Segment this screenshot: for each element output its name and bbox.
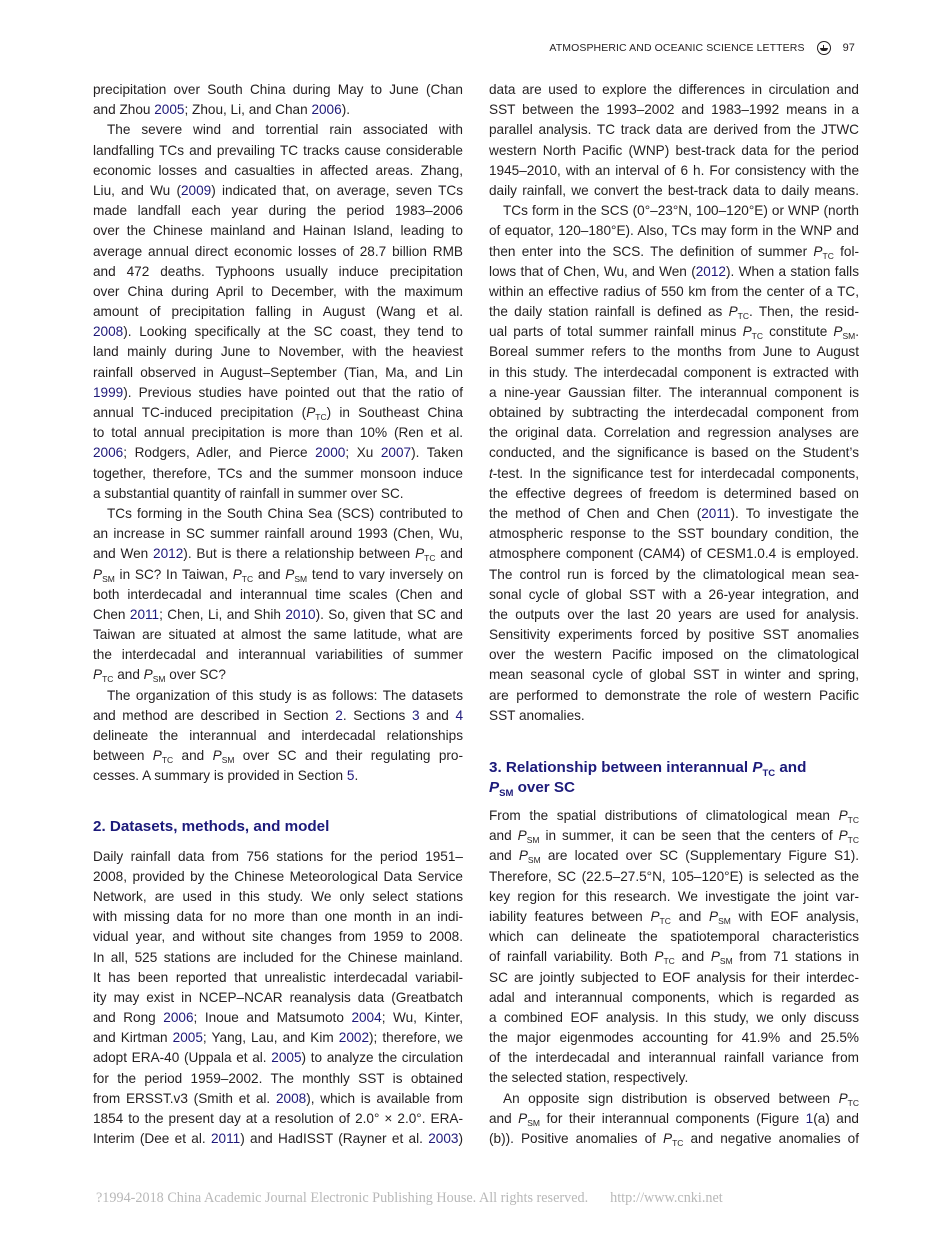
text: and method are described in Section	[93, 707, 336, 723]
text-line: 1945–2010, with an interval of 6 h. For consistency with the	[489, 162, 859, 178]
text: ) in Southeast China	[326, 405, 463, 420]
text: ). When a station falls	[726, 263, 859, 279]
text-line: land mainly during June to November, with the heaviest	[93, 344, 463, 360]
heading-line: 3. Relationship between interannual $P_{TC}$ and	[489, 759, 807, 779]
text: ). Previous studies have pointed out that the ratio of	[123, 384, 463, 400]
citation-link[interactable]: 2005	[271, 1050, 302, 1066]
text: and Kirtman	[93, 1030, 173, 1046]
citation-link[interactable]: 2011	[210, 1131, 241, 1147]
text: ). So, given that SC and	[315, 606, 463, 622]
text: in SC? In Taiwan,	[114, 566, 233, 582]
text: ). Taken	[411, 445, 463, 461]
text: for their interannual components (Figure	[540, 1110, 806, 1126]
text-line	[93, 403, 463, 423]
citation-link[interactable]: 2005	[154, 102, 185, 118]
text-line: It has been reported that unrealistic interdecadal variabil-	[93, 969, 463, 985]
text-line: parallel analysis. TC track data are derived from the JTWC	[489, 122, 859, 138]
section-link[interactable]: 4	[455, 707, 464, 723]
text: . Sections	[342, 707, 412, 723]
text-line: both interdecadal and interannual time scales (Chen and	[93, 586, 463, 602]
text-line	[93, 605, 463, 625]
text: and Zhou	[93, 102, 155, 118]
math-symbol: $P_{TC}$	[742, 324, 763, 342]
text: and	[113, 667, 144, 683]
text: .	[855, 324, 859, 340]
text-line: and 472 deaths. Typhoons usually induce precipitation	[93, 263, 463, 279]
text: ; Chen, Li, and Shih	[159, 606, 286, 622]
text-line	[93, 1048, 463, 1068]
running-header	[549, 40, 855, 56]
math-symbol: $P_{SM}$	[709, 908, 731, 926]
text: ). Looking specifically at the SC coast, they tend to	[123, 324, 463, 340]
math-symbol: $P_{TC}$	[93, 667, 114, 685]
citation-link[interactable]: 2006	[311, 102, 342, 118]
text-line: adal and interannual components, which is regarded as	[489, 989, 859, 1005]
text-line	[489, 907, 859, 927]
text-line: In all, 525 stations are included for the Chinese mainland.	[93, 949, 463, 965]
text: ).	[341, 102, 350, 118]
citation-link[interactable]: 2011	[129, 606, 160, 622]
text-line	[93, 544, 463, 564]
citation-link[interactable]: 2002	[338, 1030, 370, 1046]
section-link[interactable]: 2	[335, 707, 343, 723]
text-line	[489, 242, 859, 262]
text-line	[93, 665, 463, 685]
math-symbol: $P_{TC}$	[838, 828, 859, 846]
text: and	[173, 748, 213, 764]
text-line: Sensitivity experiments forced by positive SST anomalies	[489, 627, 859, 643]
text-line: of equator, 120–180°E). Also, TCs may form in the WNP and	[489, 223, 859, 239]
text: ) to analyze the circulation	[301, 1050, 463, 1066]
text-line: a substantial quantity of rainfall in summer over SC.	[93, 485, 404, 501]
text-line: SST anomalies.	[489, 707, 585, 723]
math-symbol: $P_{TC}$	[306, 405, 327, 422]
text: t	[489, 465, 493, 481]
text-line: over China during April to December, with the maximum	[93, 283, 463, 299]
text-line: Network, are used in this study. We only select stations	[93, 888, 463, 904]
text-line: conducted, and the significance is based on the Student’s	[489, 445, 859, 461]
text: of rainfall variability. Both	[489, 949, 655, 965]
text-line: are performed to demonstrate the role of western Pacific	[489, 687, 859, 703]
math-symbol: $P_{TC}$	[838, 1090, 859, 1108]
text-line	[93, 383, 463, 403]
text: ; Zhou, Li, and Chan	[184, 102, 312, 118]
text-line: with missing data for no more than one month in an indi-	[93, 909, 463, 925]
text-line: within an effective radius of 550 km from the center of a TC,	[489, 283, 859, 299]
text: and	[253, 566, 286, 582]
text: Interim (Dee et al.	[93, 1131, 211, 1147]
text: and	[489, 1110, 519, 1126]
citation-link[interactable]: 2012	[695, 263, 726, 279]
spacer	[489, 726, 859, 758]
text-line: which can delineate the spatiotemporal characteristics	[489, 929, 859, 945]
citation-link[interactable]: 2011	[701, 505, 731, 521]
math-symbol: $P_{TC}$	[728, 304, 750, 322]
citation-link[interactable]: 2008	[93, 324, 124, 340]
citation-link[interactable]: 2010	[285, 606, 316, 622]
text-line: the original data. Correlation and regression analyses are	[489, 425, 859, 441]
text-line: in this study. The interdecadal component is extracted with	[489, 364, 859, 380]
section-link[interactable]: 3	[411, 707, 420, 723]
citation-link[interactable]: 2006	[163, 1010, 194, 1026]
text: ; Wu, Kinter,	[381, 1010, 464, 1026]
section-heading	[489, 758, 859, 798]
math-symbol: $P_{TC}$	[650, 908, 671, 926]
text-line	[93, 322, 463, 342]
text-line	[93, 1129, 463, 1149]
text-line	[489, 846, 859, 866]
text-line: together, therefore, TCs and the summer monsoon induce	[93, 465, 463, 481]
math-symbol: $P_{SM}$	[212, 748, 235, 766]
text: From the spatial distributions of climatological mean	[489, 808, 839, 823]
text: and	[489, 848, 519, 864]
text-line: atmosphere component (CAM4) of CESM1.0.4 is employed.	[489, 546, 859, 562]
text-line: a combined EOF analysis. In this study, we only discuss	[489, 1009, 859, 1025]
text: Chen	[93, 606, 130, 622]
text: iability features between	[489, 908, 651, 924]
text-line: atmospheric response to the SST boundary condition, the	[489, 526, 859, 542]
text-line: precipitation over South China during May to June (Chan	[93, 82, 463, 97]
text-line: key region for this research. We investigate the joint var-	[489, 888, 859, 904]
text: are located over SC (Supplementary Figure S1).	[540, 848, 859, 864]
text: and negative anomalies of	[683, 1131, 860, 1146]
text: and	[674, 949, 711, 965]
math-symbol: $P_{TC}$	[415, 546, 436, 564]
text-line: rainfall observed in August–September (Tian, Ma, and Lin	[93, 364, 463, 380]
spacer	[93, 787, 463, 817]
text-line: Therefore, SC (22.5–27.5°N, 105–120°E) is selected as the	[489, 868, 859, 884]
text: from ERSST.v3 (Smith et al.	[93, 1090, 276, 1106]
text: ); therefore, we	[369, 1030, 464, 1046]
text: ; Rodgers, Adler, and Pierce	[123, 445, 316, 461]
text: annual TC-induced precipitation (	[93, 405, 307, 420]
text-line: SC are jointly subjected to EOF analysis for their interdec-	[489, 969, 859, 985]
math-symbol: $P_{TC}$	[654, 949, 675, 967]
text-line	[93, 1089, 463, 1109]
text-line	[489, 1129, 859, 1149]
heading-line: $P_{SM}$ over SC	[489, 779, 576, 799]
text: the method of Chen and Chen (	[489, 505, 702, 521]
text-line: western North Pacific (WNP) best-track data for the period	[489, 142, 859, 158]
text-line: TCs form in the SCS (0°–23°N, 100–120°E) or WNP (north	[503, 203, 859, 219]
text-line	[93, 443, 463, 463]
math-symbol: $P_{TC}$	[663, 1131, 684, 1148]
text-line: the selected station, respectively.	[489, 1070, 689, 1086]
citation-link[interactable]: 2004	[351, 1010, 382, 1026]
text-line	[489, 947, 859, 967]
footer-watermark	[96, 1190, 723, 1207]
text-line: TCs forming in the South China Sea (SCS) contributed to	[107, 505, 463, 521]
text-line	[93, 1008, 463, 1028]
text-line	[489, 826, 859, 846]
text-line	[489, 322, 859, 342]
left-column	[93, 80, 463, 1149]
text-line: an increase in SC summer rainfall around 1993 (Chen, Wu,	[93, 526, 463, 542]
text: and	[435, 546, 463, 562]
math-symbol: $P_{TC}$	[813, 243, 834, 261]
text: ; Xu	[345, 445, 381, 461]
citation-link[interactable]: 2012	[153, 546, 184, 562]
text: (a) and	[813, 1110, 859, 1126]
text: An opposite sign distribution is observed between	[503, 1090, 839, 1106]
text: .	[354, 768, 359, 784]
text-line	[489, 1109, 859, 1129]
text-line: daily rainfall, we convert the best-track data to daily means.	[489, 182, 859, 198]
text-line: over the western Pacific imposed on the climatological	[489, 647, 859, 663]
paragraph	[489, 806, 859, 1089]
text-line: mean seasonal cycle of global SST in winter and spring,	[489, 667, 859, 683]
paragraph	[93, 686, 463, 787]
paragraph	[489, 1089, 859, 1150]
text-line: The control run is forced by the climatological mean sea-	[489, 566, 859, 582]
text-line	[489, 302, 859, 322]
text-line: Boreal summer refers to the months from June to August	[489, 344, 859, 360]
text-line: to total annual precipitation is more than 10% (Ren et al.	[93, 425, 463, 441]
copyright-notice: ?1994-2018 China Academic Journal Electronic Publishing House. All rights reserved.	[96, 1190, 589, 1206]
text: ) and HadISST (Rayner et al.	[240, 1131, 429, 1147]
math-symbol: $P_{SM}$	[143, 667, 166, 685]
text: from 71 stations in	[732, 949, 860, 965]
text: over SC?	[165, 667, 226, 683]
text-line: a nine-year Gaussian filter. The interannual component is	[489, 384, 859, 400]
math-symbol: $P_{SM}$	[517, 828, 540, 846]
text-line: 1854 to the present day at a resolution of 2.0° × 2.0°. ERA-	[93, 1111, 463, 1126]
citation-link[interactable]: 1999	[93, 384, 124, 400]
text: and Wen	[93, 546, 154, 562]
spacer	[489, 798, 859, 806]
math-symbol: $P_{SM}$	[285, 566, 308, 584]
citation-link[interactable]: 2007	[380, 445, 412, 461]
text: between	[93, 748, 153, 764]
text: then enter into the SCS. The definition of summer	[489, 243, 814, 259]
math-symbol: $P_{SM}$	[710, 949, 733, 967]
text: (b)). Positive anomalies of	[489, 1131, 664, 1146]
text: tend to vary inversely on	[307, 566, 464, 582]
text-line: ity may exist in NCEP–NCAR reanalysis data (Greatbatch	[93, 989, 463, 1005]
text-line	[93, 766, 463, 786]
text-line: amount of precipitation falling in August (Wang et al.	[93, 304, 463, 320]
text-line	[93, 181, 463, 201]
text: ; Yang, Lau, and Kim	[202, 1030, 339, 1046]
text: -test. In the significance test for interdecadal components,	[492, 465, 859, 481]
text: )	[458, 1131, 463, 1147]
text-line: Taiwan are situated at almost the same latitude, what are	[93, 627, 463, 643]
citation-link[interactable]: 2009	[180, 182, 212, 198]
math-symbol: $P_{TC}$	[152, 748, 174, 766]
text: fol-	[833, 243, 859, 259]
paragraph	[489, 80, 859, 201]
math-symbol: $P_{SM}$	[518, 848, 541, 866]
text-line	[93, 746, 463, 766]
text-line: the major eigenmodes accounting for 41.9% and 25.5%	[489, 1030, 859, 1046]
paragraph	[489, 201, 859, 726]
page-number: 97	[842, 42, 855, 54]
text: ). To investigate the	[730, 505, 859, 521]
text: lows that of Chen, Wu, and Wen (	[489, 263, 696, 279]
text-line	[489, 464, 859, 484]
journal-title: ATMOSPHERIC AND OCEANIC SCIENCE LETTERS	[549, 42, 805, 54]
section-link[interactable]: 5	[346, 768, 355, 784]
paragraph	[93, 504, 463, 686]
text-line	[489, 262, 859, 282]
paragraph	[93, 80, 463, 120]
text: adopt ERA-40 (Uppala et al.	[93, 1050, 272, 1066]
text-line: landfalling TCs and prevailing TC tracks cause considerable	[93, 142, 463, 158]
text-line: SST between the 1993–2002 and 1983–1992 means in a	[489, 102, 859, 118]
text-line	[93, 565, 463, 585]
figure-link[interactable]: 1	[805, 1110, 814, 1126]
journal-logo-icon	[817, 41, 831, 55]
text-line: Daily rainfall data from 756 stations for the period 1951–	[93, 848, 463, 864]
text-line	[93, 706, 463, 726]
text: . Then, the resid-	[749, 304, 859, 320]
text-line: delineate the interannual and interdecadal relationships	[93, 728, 463, 743]
section-heading: 2. Datasets, methods, and model	[93, 817, 330, 835]
text-line: the outputs over the last 20 years are used for analysis.	[489, 606, 859, 622]
text: ual parts of total summer rainfall minus	[489, 324, 743, 340]
text: constitute	[762, 324, 834, 340]
math-symbol: $P_{TC}$	[232, 566, 254, 584]
text: ; Inoue and Matsumoto	[193, 1010, 352, 1026]
text-line	[93, 1028, 463, 1048]
text: over SC and their regulating pro-	[234, 748, 463, 764]
text-line: made landfall each year during the period 1983–2006	[93, 203, 463, 219]
text-line	[93, 100, 463, 120]
text-line: 2008, provided by the Chinese Meteorological Data Service	[93, 868, 463, 884]
paragraph	[93, 847, 463, 1150]
text-line	[489, 1089, 859, 1109]
citation-link[interactable]: 2006	[93, 445, 124, 461]
text-line	[489, 504, 859, 524]
text-line: data are used to explore the differences in circulation and	[489, 82, 859, 97]
text-line: the effective degrees of freedom is determined based on	[489, 485, 859, 501]
text: with EOF analysis,	[730, 908, 859, 924]
paragraph	[93, 120, 463, 504]
text-line: for the period 1959–2002. The monthly SST is obtained	[93, 1070, 463, 1086]
text: Liu, and Wu (	[93, 182, 181, 198]
text-line: over the Chinese mainland and Hainan Island, leading to	[93, 223, 463, 239]
right-column	[489, 80, 859, 1149]
citation-link[interactable]: 2008	[275, 1090, 307, 1106]
text: ). But is there a relationship between	[183, 546, 416, 562]
text-line: of the interdecadal and interannual rainfall variance from	[489, 1050, 859, 1066]
text-line: obtained by subtracting the interdecadal component from	[489, 405, 859, 420]
text-line: the interdecadal and interannual variabilities of summer	[93, 647, 463, 663]
text-line: economic losses and casualties in affected areas. Zhang,	[93, 162, 463, 178]
text: in summer, it can be seen that the centers of	[539, 828, 839, 844]
text-line	[489, 806, 859, 826]
footer-url[interactable]: http://www.cnki.net	[610, 1190, 723, 1206]
citation-link[interactable]: 2003	[428, 1131, 459, 1147]
math-symbol: $P_{SM}$	[93, 566, 115, 584]
text: ) indicated that, on average, seven TCs	[211, 182, 463, 198]
citation-link[interactable]: 2000	[315, 445, 346, 461]
text: and Rong	[93, 1010, 164, 1026]
text-line: sonal cycle of global SST with a 26-year integration, and	[489, 586, 859, 602]
citation-link[interactable]: 2005	[172, 1030, 203, 1046]
math-symbol: $P_{SM}$	[518, 1110, 540, 1128]
text: and	[489, 828, 518, 844]
text: and	[670, 908, 709, 924]
math-symbol: $P_{SM}$	[833, 324, 856, 342]
text-line: vidual year, and without site changes from 1959 to 2008.	[93, 929, 463, 945]
text: the daily station rainfall is defined as	[489, 304, 729, 320]
spacer	[93, 837, 463, 847]
text: ), which is available from	[306, 1090, 463, 1106]
math-symbol: $P_{TC}$	[838, 808, 859, 825]
text-line: average annual direct economic losses of 28.7 billion RMB	[93, 243, 463, 259]
text-line: The severe wind and torrential rain associated with	[107, 122, 463, 138]
text-line: The organization of this study is as follows: The datasets	[107, 687, 463, 703]
text: and	[419, 707, 456, 723]
text: cesses. A summary is provided in Section	[93, 768, 347, 784]
